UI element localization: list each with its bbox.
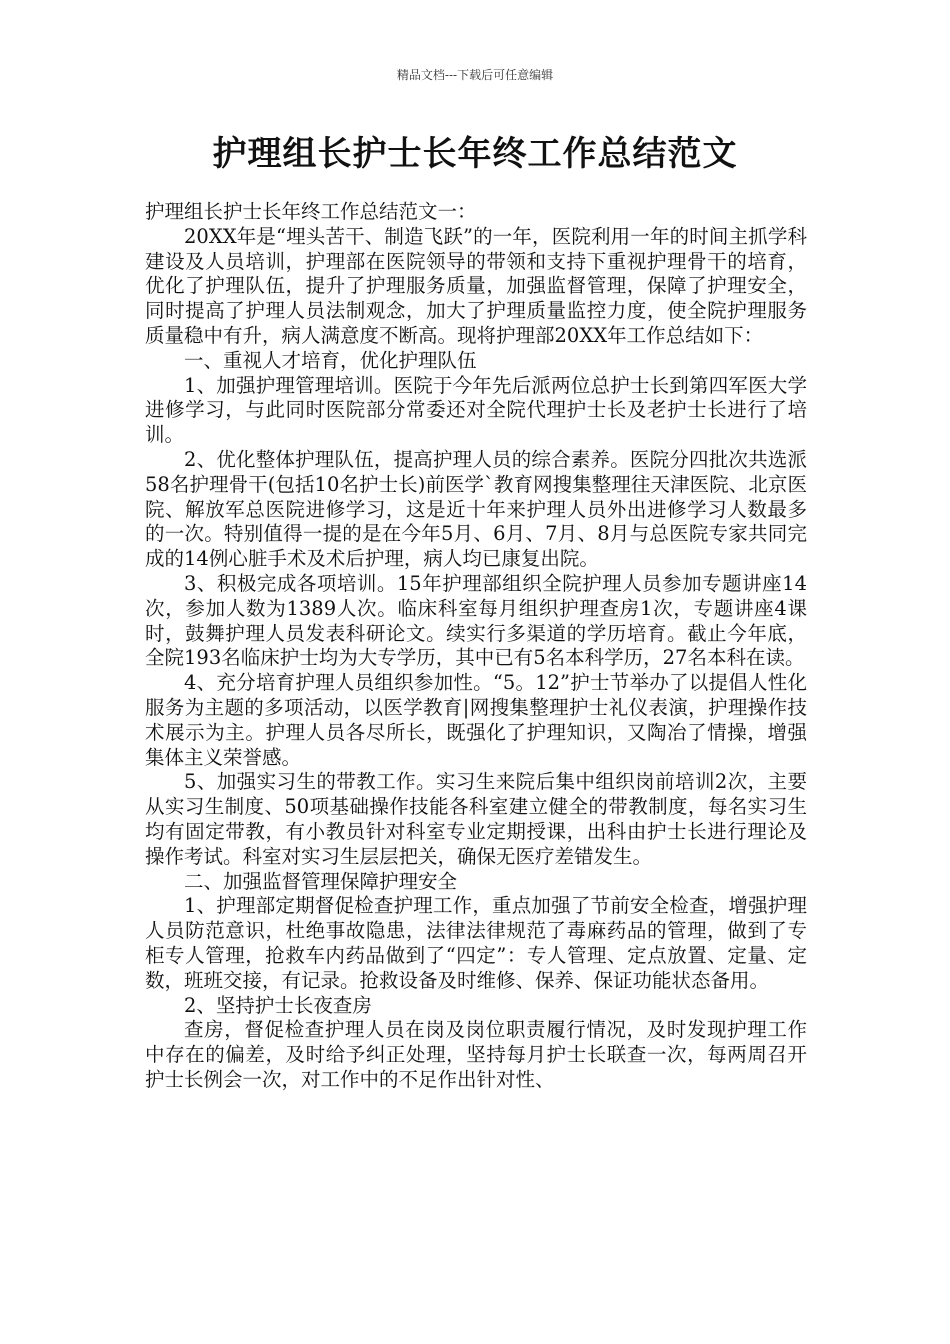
paragraph-0: 护理组长护士长年终工作总结范文一： [145, 200, 477, 223]
document-title: 护理组长护士长年终工作总结范文 [212, 134, 738, 174]
paragraph-6: 4、充分培育护理人员组织参加性。“5。12”护士节举办了以提倡人性化服务为主题的多项活动，以医学教育|网搜集整理护士礼仪表演，护理操作技术展示为主。护理人员各尽所长，既强化了护理知识，又陶冶了情操，增强集体主义荣誉感。 [145, 671, 807, 769]
paragraph-9: 1、护理部定期督促检查护理工作，重点加强了节前安全检查，增强护理人员防范意识，杜绝事故隐患，法律法律规范了毒麻药品的管理，做到了专柜专人管理，抢救车内药品做到了“四定”：专人管理、定点放置、定量、定数，班班交接，有记录。抢救设备及时维修、保养、保证功能状态备用。 [145, 894, 807, 992]
section-heading-1: 一、重视人才培育，优化护理队伍 [184, 348, 477, 372]
header-note: 精品文档---下载后可任意编辑 [396, 68, 554, 82]
section-heading-2: 二、加强监督管理保障护理安全 [184, 869, 458, 893]
paragraph-11: 查房，督促检查护理人员在岗及岗位职责履行情况，及时发现护理工作中存在的偏差，及时给予纠正处理，坚持每月护士长联查一次，每两周召开护士长例会一次，对工作中的不足作出针对性、 [145, 1018, 807, 1091]
paragraph-7: 5、加强实习生的带教工作。实习生来院后集中组织岗前培训2次，主要从实习生制度、50项基础操作技能各科室建立健全的带教制度，每名实习生均有固定带教，有小教员针对科室专业定期授课，出科由护士长进行理论及操作考试。科室对实习生层层把关，确保无医疗差错发生。 [145, 770, 807, 868]
paragraph-1: 20XX年是“埋头苦干、制造飞跃”的一年，医院利用一年的时间主抓学科建设及人员培训，护理部在医院领导的带领和支持下重视护理骨干的培育，优化了护理队伍，提升了护理服务质量，加强监督管理，保障了护理安全，同时提高了护理人员法制观念，加大了护理质量监控力度，使全院护理服务质量稳中有升，病人满意度不断高。现将护理部20XX年工作总结如下： [145, 224, 807, 347]
document-body [145, 200, 807, 1093]
paragraph-4: 2、优化整体护理队伍，提高护理人员的综合素养。医院分四批次共选派58名护理骨干(包括10名护士长)前医学`教育网搜集整理往天津医院、北京医院、解放军总医院进修学习，这是近十年来护理人员外出进修学习人数最多的一次。特别值得一提的是在今年5月、6月、7月、8月与总医院专家共同完成的14例心脏手术及术后护理，病人均已康复出院。 [145, 447, 807, 571]
paragraph-3: 1、加强护理管理培训。医院于今年先后派两位总护士长到第四军医大学进修学习，与此同时医院部分常委还对全院代理护士长及老护士长进行了培训。 [145, 373, 807, 447]
paragraph-10: 2、坚持护士长夜查房 [184, 993, 372, 1017]
paragraph-5: 3、积极完成各项培训。15年护理部组织全院护理人员参加专题讲座14次，参加人数为1389人次。临床科室每月组织护理查房1次，专题讲座4课时，鼓舞护理人员发表科研论文。续实行多渠道的学历培育。截止今年底，全院193名临床护士均为大专学历，其中已有5名本科学历，27名本科在读。 [145, 571, 807, 670]
